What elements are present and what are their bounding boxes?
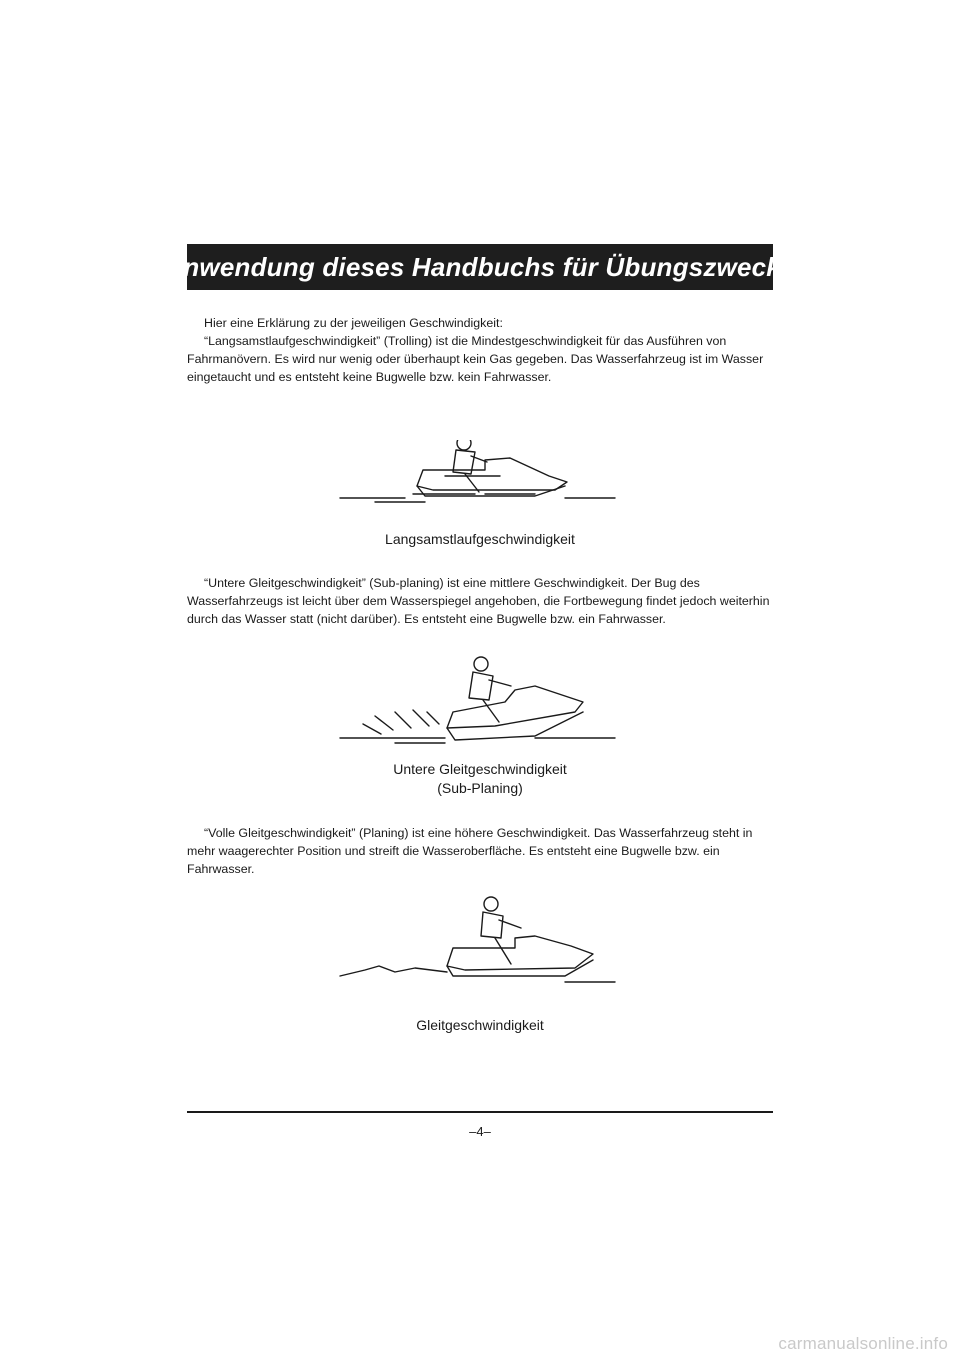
trolling-watercraft-illustration: [335, 440, 625, 520]
paragraph-planing: [187, 824, 773, 878]
caption-line: (Sub-Planing): [437, 780, 523, 796]
sub-planing-text: “Untere Gleitgeschwindigkeit” (Sub-planing) ist eine mittlere Geschwindigkeit. Der Bug des Wasserfahrzeugs ist leicht über dem Wasserspiegel angehoben, die Fortbewegung findet jedoch weiterhin durch das Wasser statt (nicht darüber). Es entsteht eine Bugwelle bzw. ein Fahrwasser.: [187, 576, 770, 626]
caption-line: Gleitgeschwindigkeit: [416, 1017, 544, 1033]
caption-line: Untere Gleitgeschwindigkeit: [393, 761, 567, 777]
section-banner: [164, 244, 796, 290]
figure-caption-trolling: [187, 530, 773, 549]
figure-caption-sub-planing: [187, 760, 773, 798]
footer-divider: [187, 1111, 773, 1113]
paragraph-sub-planing: [187, 574, 773, 628]
intro-line: Hier eine Erklärung zu der jeweiligen Geschwindigkeit:: [204, 316, 503, 330]
paragraph-trolling: [187, 314, 773, 386]
watermark: carmanualsonline.info: [778, 1334, 948, 1353]
figure-caption-planing: [187, 1016, 773, 1035]
sub-planing-watercraft-illustration: [335, 650, 625, 750]
planing-text: “Volle Gleitgeschwindigkeit” (Planing) ist eine höhere Geschwindigkeit. Das Wasserfahrzeug steht in mehr waagerechter Position und streift die Wasseroberfläche. Es entsteht eine Bugwelle bzw. ein Fahrwasser.: [187, 826, 753, 876]
page-number: –4–: [469, 1124, 491, 1139]
caption-line: Langsamstlaufgeschwindigkeit: [385, 531, 575, 547]
planing-watercraft-illustration: [335, 890, 625, 990]
trolling-text: “Langsamstlaufgeschwindigkeit” (Trolling) ist die Mindestgeschwindigkeit für das Ausführen von Fahrmanövern. Es wird nur wenig oder überhaupt kein Gas gegeben. Das Wasserfahrzeug ist im Wasser eingetaucht und es entsteht keine Bugwelle bzw. kein Fahrwasser.: [187, 334, 764, 384]
page-title: Anwendung dieses Handbuchs für Übungszwecke: [164, 251, 796, 282]
